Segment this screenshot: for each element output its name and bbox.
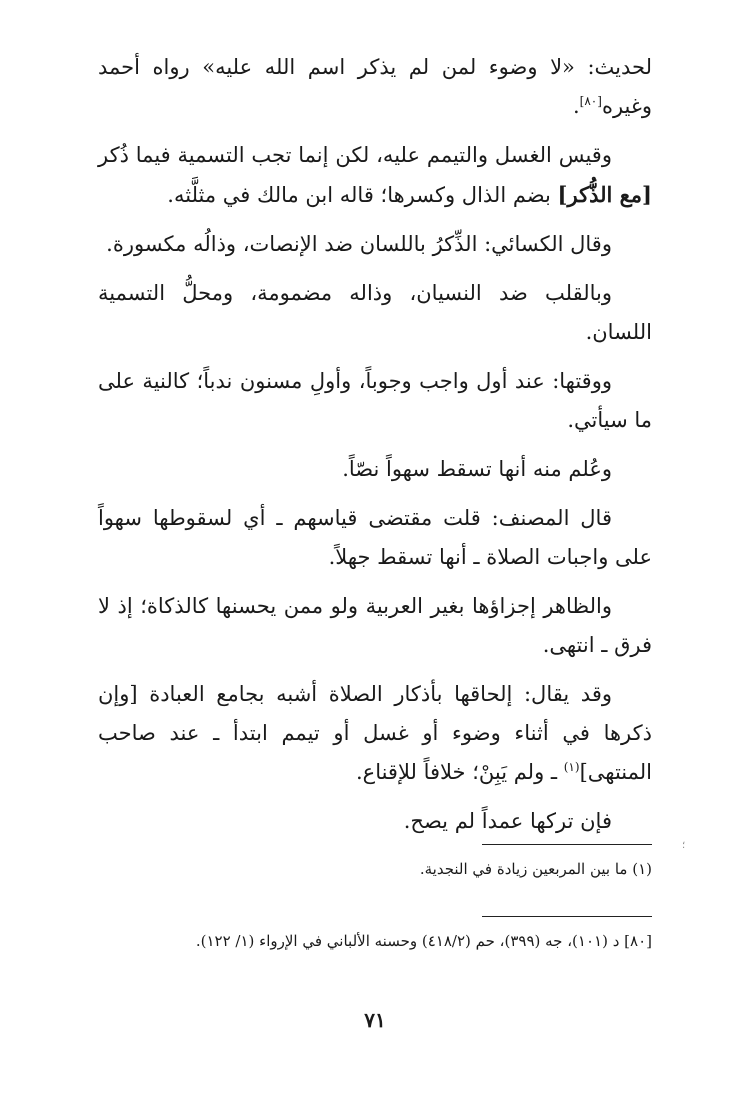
text: وقال الكسائي: الذِّكرُ باللسان ضد الإنصات، وذالُه مكسورة. <box>106 232 612 256</box>
paragraph-3 <box>98 225 652 264</box>
text: بضم الذال وكسرها؛ قاله ابن مالك في مثلَّثه. <box>167 183 558 207</box>
paragraph-8 <box>98 587 652 665</box>
text: والظاهر إجزاؤها بغير العربية ولو ممن يحسنها كالذكاة؛ إذ لا فرق ـ انتهى. <box>98 594 652 657</box>
paragraph-6 <box>98 450 652 489</box>
footnote-80: [٨٠] د (١٠١)، جه (٣٩٩)، حم (٤١٨/٢) وحسنه الألباني في الإرواء (١/ ١٢٢). <box>195 932 652 950</box>
page-number: ٧١ <box>364 1008 386 1032</box>
paragraph-1 <box>98 48 652 126</box>
margin-mark: ؛ <box>682 840 686 851</box>
main-text <box>98 48 652 851</box>
text: وعُلم منه أنها تسقط سهواً نصّاً. <box>342 457 612 481</box>
bold-phrase: [مع الذُّكر] <box>557 182 652 207</box>
footnote-1: (١) ما بين المربعين زيادة في النجدية. <box>419 860 652 878</box>
footnote-divider <box>482 844 652 845</box>
footnote-ref-1[interactable]: (١) <box>563 760 580 774</box>
footnote-ref-80[interactable]: [٨٠] <box>579 94 602 108</box>
text: ووقتها: عند أول واجب وجوباً، وأولِ مسنون ندباً؛ كالنية على ما سيأتي. <box>98 369 652 432</box>
text: وقيس الغسل والتيمم عليه، لكن إنما تجب التسمية فيما ذُكر <box>98 143 612 167</box>
paragraph-9 <box>98 675 652 792</box>
text: فإن تركها عمداً لم يصح. <box>403 809 612 833</box>
text: قال المصنف: قلت مقتضى قياسهم ـ أي لسقوطها سهواً على واجبات الصلاة ـ أنها تسقط جهلاً. <box>98 506 652 569</box>
paragraph-5 <box>98 362 652 440</box>
paragraph-2 <box>98 136 652 215</box>
paragraph-7 <box>98 499 652 577</box>
text: ـ ولم يَبِنْ؛ خلافاً للإقناع. <box>355 760 564 784</box>
text: . <box>572 94 580 118</box>
footnote-divider <box>482 916 652 917</box>
paragraph-10 <box>98 802 652 841</box>
text: وقد يقال: إلحاقها بأذكار الصلاة أشبه بجامع العبادة [وإن ذكرها في أثناء وضوء أو غسل أو تيمم ابتدأ ـ عند صاحب المنتهى] <box>98 682 652 784</box>
text: وبالقلب ضد النسيان، وذاله مضمومة، ومحلُّ التسمية اللسان. <box>98 281 652 344</box>
paragraph-4 <box>98 274 652 352</box>
text: لحديث: «لا وضوء لمن لم يذكر اسم الله عليه» رواه أحمد وغيره <box>98 55 652 118</box>
